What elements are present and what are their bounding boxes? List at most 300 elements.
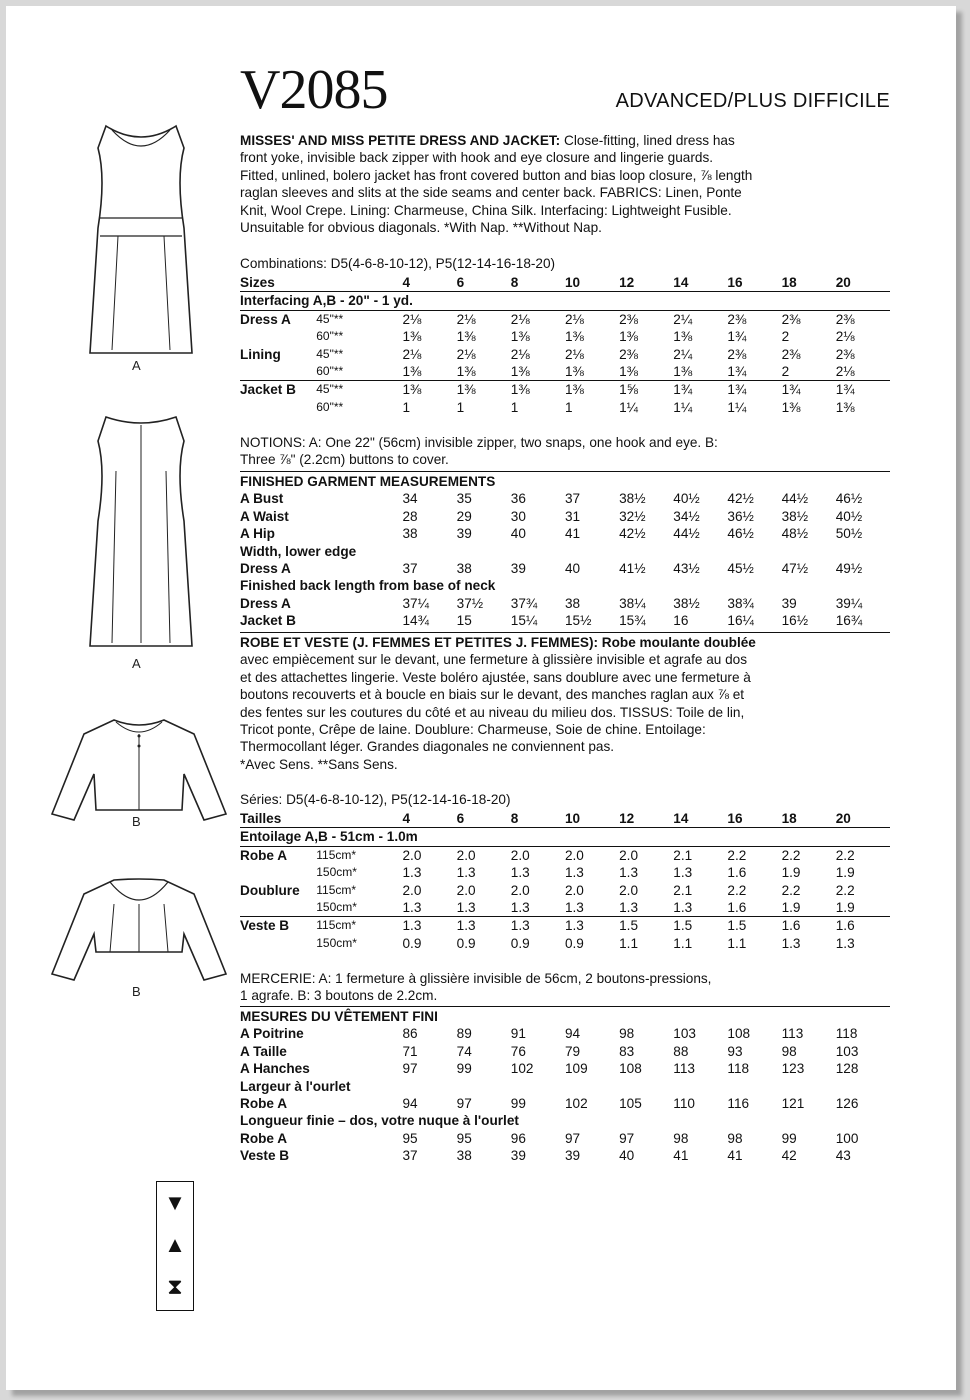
table-cell: 12 xyxy=(619,810,673,828)
table-row xyxy=(240,328,890,345)
table-cell: 2⅛ xyxy=(510,311,530,327)
table-cell: 2⅛ xyxy=(836,363,890,381)
table-cell: 150cm* xyxy=(316,935,357,950)
table-cell: 94 xyxy=(564,1026,581,1042)
figure-label: B xyxy=(132,814,141,829)
table-cell: 1.6 xyxy=(835,918,855,934)
table-cell xyxy=(316,490,402,507)
table-cell: 2.2 xyxy=(727,847,747,863)
table-cell: 20 xyxy=(836,274,890,292)
desc-line: Close-fitting, lined dress has xyxy=(564,133,735,148)
table-cell: 39 xyxy=(781,595,797,611)
table-cell: 118 xyxy=(835,1026,858,1042)
desc-line: Fitted, unlined, bolero jacket has front covered button and bias loop closure, ⅞ length xyxy=(240,167,753,183)
table-cell: 14 xyxy=(673,810,727,828)
table-cell: 2⅛ xyxy=(835,329,855,345)
english-notions xyxy=(240,434,890,469)
table-cell: 1.3 xyxy=(402,918,422,934)
table-cell: 1⅜ xyxy=(456,382,476,398)
table-cell: 123 xyxy=(781,1061,805,1077)
table-cell: 16¼ xyxy=(727,613,754,629)
desc-line: Tricot ponte, Crêpe de laine. Doublure: Charmeuse, Soie de chine. Entoilage: xyxy=(240,722,706,738)
table-cell: 39 xyxy=(510,561,526,577)
table-cell: 2 xyxy=(781,329,790,345)
table-cell: 1.5 xyxy=(619,918,639,934)
table-cell: 15½ xyxy=(564,613,592,629)
table-cell: 45"** xyxy=(316,382,344,397)
table-cell: Longueur finie – dos, votre nuque à l'ourlet xyxy=(240,1113,519,1129)
table-cell: 60"** xyxy=(316,363,402,381)
table-cell: 94 xyxy=(402,1096,418,1112)
table-row xyxy=(240,1130,890,1147)
table-cell xyxy=(316,1060,402,1077)
dress-front-illustration xyxy=(76,118,206,358)
table-cell: 8 xyxy=(511,274,565,292)
table-cell xyxy=(316,274,402,292)
table-cell: FINISHED GARMENT MEASUREMENTS xyxy=(240,474,496,489)
table-cell: 91 xyxy=(510,1026,526,1042)
table-cell: 12 xyxy=(619,274,673,292)
table-cell: 44½ xyxy=(673,526,700,542)
table-cell: 49½ xyxy=(835,561,863,577)
table-cell: A Hip xyxy=(240,526,275,542)
table-cell: 108 xyxy=(619,1061,642,1077)
table-cell: 1.3 xyxy=(619,865,639,881)
table-cell: Interfacing A,B - 20" - 1 yd. xyxy=(240,292,890,310)
table-cell xyxy=(240,899,316,917)
table-cell xyxy=(316,1025,402,1042)
table-cell: 2.2 xyxy=(781,847,801,863)
table-cell: Robe A xyxy=(240,1096,288,1112)
table-cell: 2.0 xyxy=(619,847,639,863)
table-cell: 40½ xyxy=(673,491,700,507)
table-cell: 2.1 xyxy=(673,847,693,863)
table-cell: 86 xyxy=(402,1026,418,1042)
table-cell: 2.0 xyxy=(456,847,476,863)
table-cell: 2.0 xyxy=(564,882,584,898)
table-cell: 41½ xyxy=(619,561,646,577)
table-cell: 1⅜ xyxy=(835,399,855,415)
table-cell: 8 xyxy=(511,810,565,828)
table-cell: 1¾ xyxy=(727,382,747,398)
table-cell: 1.3 xyxy=(565,899,619,917)
table-cell: 41 xyxy=(564,526,581,542)
table-cell: 118 xyxy=(727,1061,750,1077)
table-cell: Lining xyxy=(240,346,281,362)
table-row xyxy=(240,1095,890,1112)
table-cell: 47½ xyxy=(781,561,809,577)
table-cell: 37 xyxy=(402,561,418,577)
table-cell: 113 xyxy=(781,1026,804,1042)
table-cell: 95 xyxy=(456,1130,472,1146)
table-cell: 16 xyxy=(673,613,689,629)
table-row xyxy=(240,310,890,328)
table-cell: 38¾ xyxy=(727,595,754,611)
table-cell: 35 xyxy=(456,491,472,507)
desc-line: front yoke, invisible back zipper with hook and eye closure and lingerie guards. xyxy=(240,150,714,166)
table-cell: 1⅜ xyxy=(402,382,422,398)
table-cell: Robe A xyxy=(240,1130,288,1146)
jacket-back-illustration xyxy=(44,714,234,824)
table-cell: 38½ xyxy=(619,491,646,507)
table-cell: 95 xyxy=(402,1130,418,1146)
figure-label: A xyxy=(132,358,141,373)
table-cell: 2.0 xyxy=(402,847,422,863)
desc-line: raglan sleeves and slits at the side seams and center back. FABRICS: Linen, Ponte xyxy=(240,185,742,201)
table-cell: 103 xyxy=(673,1026,696,1042)
table-cell: 1.3 xyxy=(564,865,584,881)
table-cell: 103 xyxy=(835,1043,859,1059)
table-cell: 1⅜ xyxy=(619,329,639,345)
table-cell: 40 xyxy=(564,561,581,577)
table-cell: 1⅜ xyxy=(457,363,511,381)
table-cell: 89 xyxy=(456,1026,472,1042)
table-cell: 98 xyxy=(619,1026,635,1042)
table-cell: 1.3 xyxy=(564,918,584,934)
table-cell: 2.0 xyxy=(564,847,584,863)
table-cell xyxy=(316,810,402,828)
table-cell: Finished back length from base of neck xyxy=(240,578,496,594)
table-cell: 108 xyxy=(727,1026,751,1042)
table-cell: 2⅜ xyxy=(619,346,639,362)
series-line: Séries: D5(4-6-8-10-12), P5(12-14-16-18-20) xyxy=(240,792,511,807)
table-row xyxy=(240,1025,890,1042)
table-row xyxy=(240,612,890,629)
table-cell: 1.1 xyxy=(619,935,639,951)
table-cell: 98 xyxy=(673,1130,689,1146)
table-cell: 1.6 xyxy=(727,865,747,881)
table-cell: 16½ xyxy=(781,613,809,629)
table-row xyxy=(240,381,890,399)
table-cell: 1.3 xyxy=(835,935,855,951)
table-cell: 4 xyxy=(402,810,456,828)
table-cell: 1 xyxy=(402,399,411,415)
table-cell: 1.3 xyxy=(619,899,673,917)
table-cell: 38 xyxy=(402,526,418,542)
table-row xyxy=(240,560,890,577)
table-cell: 2.2 xyxy=(781,882,801,898)
figure-label: B xyxy=(132,984,141,999)
table-cell: 1.1 xyxy=(673,935,693,951)
table-cell: Dress A xyxy=(240,595,291,611)
table-cell: 2⅜ xyxy=(727,346,747,362)
table-row xyxy=(240,935,890,952)
table-cell: 0.9 xyxy=(402,935,422,951)
table-cell: 2⅜ xyxy=(781,311,801,327)
table-cell: 15 xyxy=(456,613,472,629)
table-cell: 1.1 xyxy=(727,935,747,951)
table-cell: 2⅛ xyxy=(564,311,584,327)
table-row xyxy=(240,508,890,525)
table-cell: 2 xyxy=(782,363,836,381)
table-cell: 1⅜ xyxy=(510,329,530,345)
table-cell: Robe A xyxy=(240,847,288,863)
table-cell: 1.3 xyxy=(511,899,565,917)
table-cell xyxy=(316,1095,402,1112)
interfacing-row xyxy=(240,828,890,846)
table-cell xyxy=(240,363,316,381)
table-cell: 1.3 xyxy=(456,865,476,881)
table-cell: 38½ xyxy=(673,595,700,611)
table-cell: 2⅛ xyxy=(402,346,422,362)
table-cell: Doublure xyxy=(240,882,300,898)
table-cell: 30 xyxy=(510,508,526,524)
table-cell xyxy=(240,864,316,881)
table-cell: 1⅜ xyxy=(564,329,584,345)
table-cell: 1.3 xyxy=(456,918,476,934)
table-cell: 15¼ xyxy=(510,613,538,629)
hourglass-icon: ⧗ xyxy=(167,1274,183,1299)
table-cell: 97 xyxy=(619,1130,635,1146)
table-cell: 1.3 xyxy=(673,865,693,881)
table-cell: 2⅛ xyxy=(456,311,476,327)
table-cell: 46½ xyxy=(727,526,754,542)
table-row xyxy=(240,346,890,363)
table-cell: 1⅜ xyxy=(673,363,727,381)
notions-line: Three ⅞" (2.2cm) buttons to cover. xyxy=(240,452,449,468)
table-cell: MESURES DU VÊTEMENT FINI xyxy=(240,1009,438,1024)
table-cell: Largeur à l'ourlet xyxy=(240,1078,351,1094)
table-row xyxy=(240,864,890,881)
table-cell: 99 xyxy=(781,1130,797,1146)
table-cell: 2.0 xyxy=(456,882,476,898)
table-cell: Jacket B xyxy=(240,613,296,629)
desc-line: Unsuitable for obvious diagonals. *With Nap. **Without Nap. xyxy=(240,220,602,236)
table-row xyxy=(240,899,890,917)
table-cell: 42½ xyxy=(727,491,754,507)
desc-line: Knit, Wool Crepe. Lining: Charmeuse, China Silk. Interfacing: Lightweight Fusible. xyxy=(240,202,732,218)
table-cell: 6 xyxy=(457,810,511,828)
table-cell: 43 xyxy=(835,1148,851,1164)
table-cell xyxy=(316,1147,402,1164)
table-cell: 1⅜ xyxy=(564,382,584,398)
table-cell: 83 xyxy=(619,1043,635,1059)
table-cell: 16¾ xyxy=(835,613,863,629)
table-cell: 2.2 xyxy=(835,847,855,863)
desc-line: des fentes sur les coutures du côté et au niveau du milieu dos. TISSUS: Toile de lin, xyxy=(240,704,745,720)
interfacing-row xyxy=(240,292,890,310)
table-cell: 10 xyxy=(565,274,619,292)
table-cell: 2.0 xyxy=(619,882,639,898)
notions-line: MERCERIE: A: 1 fermeture à glissière invisible de 56cm, 2 boutons-pressions, xyxy=(240,971,712,986)
table-cell: 45½ xyxy=(727,561,754,577)
desc-line: *Avec Sens. **Sans Sens. xyxy=(240,756,398,772)
table-cell xyxy=(316,1130,402,1147)
table-cell: 1¼ xyxy=(619,399,639,415)
table-cell: 97 xyxy=(456,1096,472,1112)
table-cell: 60"** xyxy=(316,329,344,344)
table-cell: 2⅛ xyxy=(402,311,422,327)
table-cell: 1.6 xyxy=(781,918,801,934)
table-cell: 2⅜ xyxy=(781,346,801,362)
table-cell: A Hanches xyxy=(240,1061,310,1077)
table-cell: 1⅜ xyxy=(673,329,693,345)
table-cell: Tailles xyxy=(240,810,316,828)
english-yardage-table xyxy=(240,274,890,416)
table-cell: 32½ xyxy=(619,508,646,524)
table-cell: 79 xyxy=(564,1043,581,1059)
table-cell: 1⅜ xyxy=(619,363,673,381)
desc-line: avec empiècement sur le devant, une fermeture à glissière invisible et agrafe au dos xyxy=(240,652,748,668)
table-cell: 6 xyxy=(457,274,511,292)
table-cell: 96 xyxy=(510,1130,526,1146)
table-cell: Veste B xyxy=(240,1148,290,1164)
table-cell: 16 xyxy=(727,274,781,292)
table-cell: 88 xyxy=(673,1043,689,1059)
table-cell: 15¾ xyxy=(619,613,646,629)
grain-marks-box xyxy=(156,1181,194,1311)
table-cell: 1¾ xyxy=(673,382,693,398)
table-cell: 0.9 xyxy=(456,935,476,951)
table-cell: 0.9 xyxy=(510,935,530,951)
english-measurements-table xyxy=(240,473,890,630)
table-cell: 38 xyxy=(564,595,581,611)
table-cell: 36 xyxy=(510,491,526,507)
table-cell: 71 xyxy=(402,1043,418,1059)
table-cell: 76 xyxy=(510,1043,526,1059)
table-cell: 45"** xyxy=(316,311,344,326)
table-cell: 1.9 xyxy=(835,865,855,881)
notions-line: 1 agrafe. B: 3 boutons de 2.2cm. xyxy=(240,988,438,1004)
divider xyxy=(240,632,890,633)
sizes-row xyxy=(240,274,890,292)
combinations-line: Combinations: D5(4-6-8-10-12), P5(12-14-16-18-20) xyxy=(240,256,556,271)
table-cell: 1.3 xyxy=(510,865,530,881)
table-cell: 1 xyxy=(564,399,573,415)
table-cell: 2⅛ xyxy=(456,346,476,362)
table-cell: 99 xyxy=(456,1061,472,1077)
table-cell: 45"** xyxy=(316,346,344,361)
table-cell xyxy=(240,935,316,952)
table-cell: 99 xyxy=(510,1096,526,1112)
table-cell: Entoilage A,B - 51cm - 1.0m xyxy=(240,828,890,846)
notions-line: NOTIONS: A: One 22" (56cm) invisible zipper, two snaps, one hook and eye. B: xyxy=(240,435,718,450)
jacket-front-illustration xyxy=(44,874,234,984)
dress-back-illustration xyxy=(76,411,206,651)
table-row xyxy=(240,543,890,560)
table-row xyxy=(240,1043,890,1060)
table-cell: 2⅜ xyxy=(727,311,747,327)
table-cell: 10 xyxy=(565,810,619,828)
table-cell: 48½ xyxy=(781,526,809,542)
table-row xyxy=(240,1060,890,1077)
table-cell: 36½ xyxy=(727,508,754,524)
table-cell: A Bust xyxy=(240,491,284,507)
table-cell: 1.3 xyxy=(510,918,530,934)
table-cell: 1¾ xyxy=(781,382,801,398)
table-cell: 115cm* xyxy=(316,847,357,862)
figure-label: A xyxy=(132,656,141,671)
table-cell: 126 xyxy=(835,1096,859,1112)
difficulty-level: ADVANCED/PLUS DIFFICILE xyxy=(615,90,890,112)
table-cell: 1¾ xyxy=(835,382,855,398)
pattern-envelope-back xyxy=(6,6,956,1390)
table-cell: 98 xyxy=(781,1043,797,1059)
section-title-row xyxy=(240,473,890,490)
table-row xyxy=(240,577,890,594)
table-row xyxy=(240,399,890,416)
table-cell: 1⅜ xyxy=(510,382,530,398)
table-cell: 1.3 xyxy=(673,899,727,917)
table-cell: 2⅜ xyxy=(619,311,639,327)
table-row xyxy=(240,595,890,612)
table-cell: 37 xyxy=(564,491,581,507)
table-cell: 31 xyxy=(564,508,581,524)
table-cell: 2.0 xyxy=(510,847,530,863)
table-cell: 1.3 xyxy=(781,935,801,951)
table-cell: 1.3 xyxy=(457,899,511,917)
table-cell xyxy=(316,508,402,525)
table-cell: 1 xyxy=(456,399,465,415)
table-cell: 44½ xyxy=(781,491,809,507)
table-cell: 97 xyxy=(564,1130,581,1146)
table-cell: A Poitrine xyxy=(240,1026,304,1042)
table-cell: 28 xyxy=(402,508,418,524)
table-cell: 1⅝ xyxy=(619,382,639,398)
table-cell: Veste B xyxy=(240,918,290,934)
table-cell: 150cm* xyxy=(316,865,357,880)
table-cell: Width, lower edge xyxy=(240,543,357,559)
table-cell: 1⅜ xyxy=(781,399,801,415)
table-cell: 29 xyxy=(456,508,472,524)
french-notions xyxy=(240,970,890,1005)
table-cell: Dress A xyxy=(240,561,291,577)
table-cell: 39 xyxy=(510,1148,526,1164)
table-cell xyxy=(316,612,402,629)
table-cell: 2.1 xyxy=(673,882,693,898)
table-cell: 42 xyxy=(781,1148,797,1164)
table-cell: 1⅜ xyxy=(402,363,456,381)
english-description xyxy=(240,132,890,236)
table-cell: 93 xyxy=(727,1043,743,1059)
desc-line: boutons recouverts et à boucle en biais sur le devant, des manches raglan aux ⅞ et xyxy=(240,687,745,703)
table-cell: 1¾ xyxy=(727,329,747,345)
desc-line: et des attachettes lingerie. Veste boléro ajustée, sans doublure avec une fermeture à xyxy=(240,669,751,685)
table-cell: 1.6 xyxy=(727,899,781,917)
table-cell: Sizes xyxy=(240,274,316,292)
table-cell: 1¼ xyxy=(673,399,693,415)
table-cell: 1.9 xyxy=(836,899,890,917)
table-cell: 39 xyxy=(564,1148,581,1164)
table-cell: 116 xyxy=(727,1096,750,1112)
table-row xyxy=(240,1112,890,1129)
divider xyxy=(240,1006,890,1007)
table-row xyxy=(240,1147,890,1164)
table-cell: 2¼ xyxy=(673,311,693,327)
table-cell: 41 xyxy=(727,1148,743,1164)
table-cell: 1¼ xyxy=(727,399,747,415)
table-cell: 43½ xyxy=(673,561,700,577)
table-cell: 38 xyxy=(456,561,472,577)
description-lead: MISSES' AND MISS PETITE DRESS AND JACKET: xyxy=(240,133,561,148)
table-cell: 34 xyxy=(402,491,418,507)
table-row xyxy=(240,363,890,381)
table-cell: 37½ xyxy=(456,595,484,611)
table-cell: 39 xyxy=(456,526,472,542)
french-description xyxy=(240,634,890,773)
down-triangle-icon: ▼ xyxy=(164,1190,186,1215)
table-cell: 1⅜ xyxy=(402,329,422,345)
table-cell: 4 xyxy=(402,274,456,292)
sizes-row xyxy=(240,810,890,828)
table-cell: 1.5 xyxy=(727,918,747,934)
table-cell xyxy=(240,328,316,345)
table-cell: 150cm* xyxy=(316,899,402,917)
table-cell: 40 xyxy=(619,1148,635,1164)
table-cell: 74 xyxy=(456,1043,472,1059)
table-cell: 60"** xyxy=(316,399,344,414)
table-cell: 42½ xyxy=(619,526,646,542)
